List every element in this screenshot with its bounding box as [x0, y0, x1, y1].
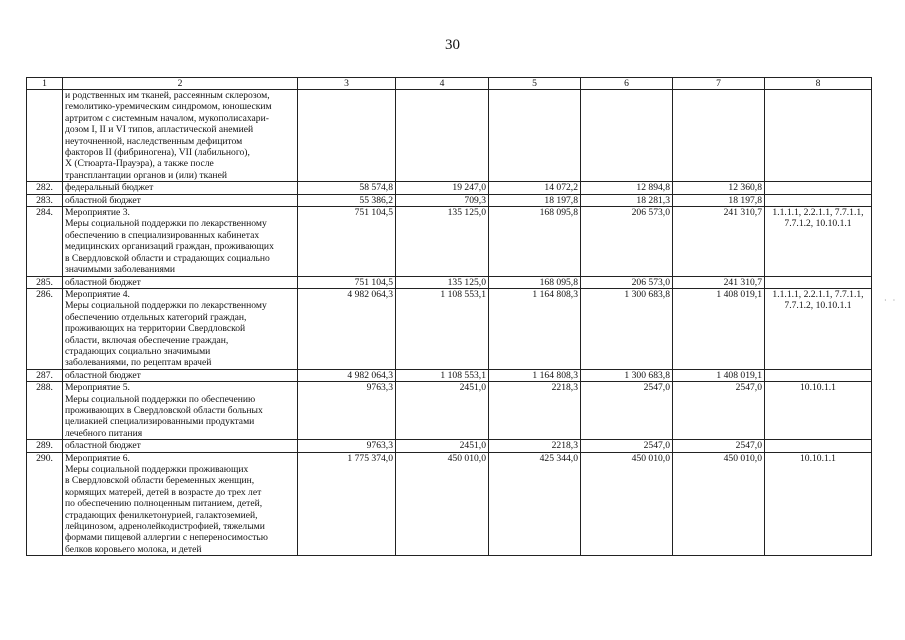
- table-row: [27, 369, 872, 381]
- cell-c8: 10.10.1.1: [765, 452, 872, 556]
- cell-c7: 1 408 019,1: [673, 369, 765, 381]
- cell-c6: 2547,0: [581, 440, 673, 452]
- cell-c4: 2451,0: [396, 382, 489, 440]
- cell-c7: 241 310,7: [673, 207, 765, 276]
- column-header-1: 1: [27, 78, 63, 90]
- cell-desc: и родственных им тканей, рассеянным склерозом, гемолитико-уремическим синдромом, юношеским артритом с системным началом, мукополисахари- дозом I, II и VI типов, апластической анемией неуточненной, наследственным дефицитом факторов II (фибриногена), VII (лабильного), X (Стюарта-Прауэра), а также после трансплантации органов и (или) тканей: [63, 90, 298, 182]
- cell-c7: 18 197,8: [673, 194, 765, 206]
- column-header-7: 7: [673, 78, 765, 90]
- cell-c3: 751 104,5: [298, 276, 396, 288]
- cell-num: 287.: [27, 369, 63, 381]
- cell-desc: областной бюджет: [63, 440, 298, 452]
- cell-c6: 18 281,3: [581, 194, 673, 206]
- margin-dots: · ·: [884, 296, 898, 305]
- table-row: [27, 288, 872, 369]
- cell-c8: 10.10.1.1: [765, 382, 872, 440]
- cell-c3: 9763,3: [298, 382, 396, 440]
- cell-c4: 1 108 553,1: [396, 288, 489, 369]
- cell-c8: [765, 182, 872, 194]
- table-row: [27, 276, 872, 288]
- column-header-2: 2: [63, 78, 298, 90]
- cell-desc: Мероприятие 5. Меры социальной поддержки по обеспечению проживающих в Свердловской области больных целиакией специализированными продуктами лечебного питания: [63, 382, 298, 440]
- cell-c7: 1 408 019,1: [673, 288, 765, 369]
- cell-num: 282.: [27, 182, 63, 194]
- column-header-6: 6: [581, 78, 673, 90]
- cell-num: [27, 90, 63, 182]
- table-row: [27, 382, 872, 440]
- table-row: [27, 194, 872, 206]
- cell-desc: Мероприятие 6. Меры социальной поддержки проживающих в Свердловской области беременных женщин, кормящих матерей, детей в возрасте до трех лет по обеспечению полноценным питанием, детей, страдающих фенилкетонурией, галактоземией, лейцинозом, адренолейкодистрофией, тяжелыми формами пищевой аллергии с непереносимостью белков коровьего молока, и детей: [63, 452, 298, 556]
- header-row: [27, 78, 872, 90]
- cell-c7: 12 360,8: [673, 182, 765, 194]
- cell-c3: 4 982 064,3: [298, 288, 396, 369]
- cell-c6: 12 894,8: [581, 182, 673, 194]
- column-header-8: 8: [765, 78, 872, 90]
- cell-c4: 135 125,0: [396, 276, 489, 288]
- budget-table: [26, 77, 872, 556]
- cell-num: 288.: [27, 382, 63, 440]
- cell-desc: областной бюджет: [63, 194, 298, 206]
- cell-c6: 206 573,0: [581, 276, 673, 288]
- cell-c6: 206 573,0: [581, 207, 673, 276]
- cell-c8: [765, 369, 872, 381]
- cell-c5: 14 072,2: [489, 182, 581, 194]
- cell-c5: 2218,3: [489, 440, 581, 452]
- cell-c6: [581, 90, 673, 182]
- cell-c5: 168 095,8: [489, 207, 581, 276]
- cell-c7: 2547,0: [673, 382, 765, 440]
- cell-c6: 2547,0: [581, 382, 673, 440]
- cell-c3: 4 982 064,3: [298, 369, 396, 381]
- table-row: [27, 182, 872, 194]
- table-row: [27, 90, 872, 182]
- cell-c8: [765, 276, 872, 288]
- cell-num: 289.: [27, 440, 63, 452]
- cell-c4: 709,3: [396, 194, 489, 206]
- cell-c4: 135 125,0: [396, 207, 489, 276]
- cell-c7: 450 010,0: [673, 452, 765, 556]
- cell-c5: 1 164 808,3: [489, 288, 581, 369]
- cell-num: 283.: [27, 194, 63, 206]
- column-header-4: 4: [396, 78, 489, 90]
- cell-c4: [396, 90, 489, 182]
- cell-c8: [765, 90, 872, 182]
- cell-c3: [298, 90, 396, 182]
- column-header-5: 5: [489, 78, 581, 90]
- cell-desc: Мероприятие 3. Меры социальной поддержки по лекарственному обеспечению в специализированных кабинетах медицинских организаций граждан, проживающих в Свердловской области и страдающих социально значимыми заболеваниями: [63, 207, 298, 276]
- cell-c3: 55 386,2: [298, 194, 396, 206]
- cell-c5: [489, 90, 581, 182]
- cell-c7: [673, 90, 765, 182]
- cell-c7: 241 310,7: [673, 276, 765, 288]
- cell-c5: 18 197,8: [489, 194, 581, 206]
- cell-c4: 450 010,0: [396, 452, 489, 556]
- cell-c8: 1.1.1.1, 2.2.1.1, 7.7.1.1, 7.7.1.2, 10.10.1.1: [765, 207, 872, 276]
- cell-num: 286.: [27, 288, 63, 369]
- column-header-3: 3: [298, 78, 396, 90]
- page-number: 30: [445, 37, 460, 53]
- cell-c4: 1 108 553,1: [396, 369, 489, 381]
- cell-c8: 1.1.1.1, 2.2.1.1, 7.7.1.1, 7.7.1.2, 10.10.1.1: [765, 288, 872, 369]
- cell-num: 285.: [27, 276, 63, 288]
- cell-c3: 9763,3: [298, 440, 396, 452]
- cell-c3: 1 775 374,0: [298, 452, 396, 556]
- cell-c8: [765, 194, 872, 206]
- cell-desc: Мероприятие 4. Меры социальной поддержки по лекарственному обеспечению отдельных категорий граждан, проживающих на территории Свердловской области, включая обеспечение граждан, страдающих социально значимыми заболеваниями, по рецептам врачей: [63, 288, 298, 369]
- cell-c6: 1 300 683,8: [581, 288, 673, 369]
- cell-c5: 168 095,8: [489, 276, 581, 288]
- cell-desc: областной бюджет: [63, 276, 298, 288]
- cell-desc: областной бюджет: [63, 369, 298, 381]
- cell-c6: 1 300 683,8: [581, 369, 673, 381]
- cell-c3: 58 574,8: [298, 182, 396, 194]
- table-body: [27, 90, 872, 556]
- cell-c4: 2451,0: [396, 440, 489, 452]
- table-row: [27, 207, 872, 276]
- cell-c7: 2547,0: [673, 440, 765, 452]
- table-row: [27, 452, 872, 556]
- cell-c8: [765, 440, 872, 452]
- cell-num: 284.: [27, 207, 63, 276]
- cell-c6: 450 010,0: [581, 452, 673, 556]
- cell-c4: 19 247,0: [396, 182, 489, 194]
- cell-c3: 751 104,5: [298, 207, 396, 276]
- cell-desc: федеральный бюджет: [63, 182, 298, 194]
- table-row: [27, 440, 872, 452]
- cell-c5: 425 344,0: [489, 452, 581, 556]
- cell-num: 290.: [27, 452, 63, 556]
- cell-c5: 2218,3: [489, 382, 581, 440]
- cell-c5: 1 164 808,3: [489, 369, 581, 381]
